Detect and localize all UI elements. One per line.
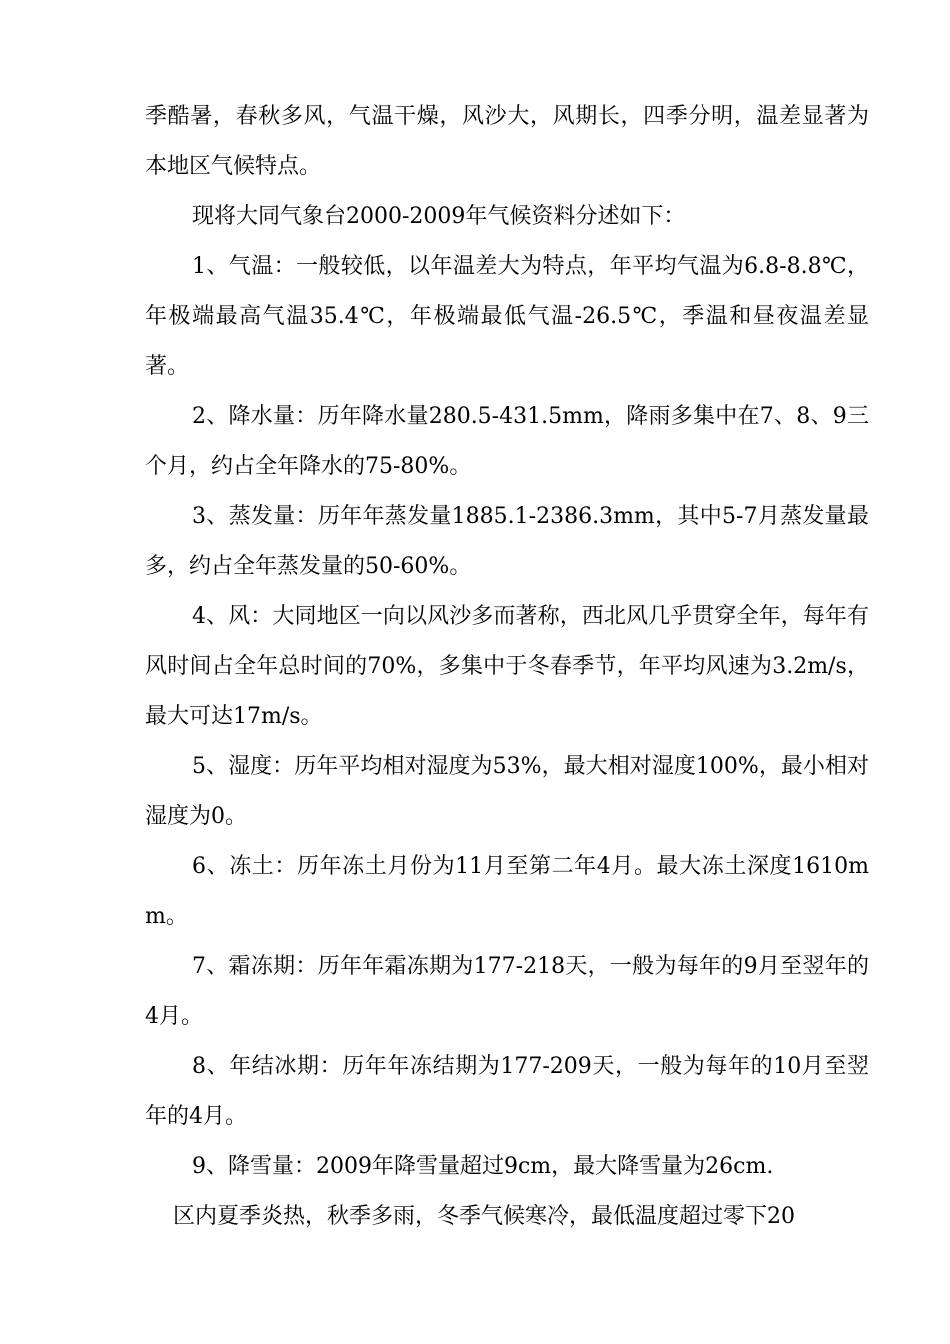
paragraph-wind: 4、风：大同地区一向以风沙多而著称，西北风几乎贯穿全年，每年有风时间占全年总时间的70%，多集中于冬春季节，年平均风速为3.2m/s，最大可达17m/s。 [145, 604, 869, 729]
paragraph-climate-summary: 季酷暑，春秋多风，气温干燥，风沙大，风期长，四季分明，温差显著为本地区气候特点。 [145, 104, 869, 179]
paragraph-intro: 现将大同气象台2000-2009年气候资料分述如下： [192, 204, 686, 229]
paragraph-seasonal-climate: 区内夏季炎热，秋季多雨，冬季气候寒冷，最低温度超过零下20 [173, 1204, 795, 1229]
paragraph-freezing-period: 8、年结冰期：历年年冻结期为177-209天，一般为每年的10月至翌年的4月。 [145, 1054, 869, 1129]
paragraph-frost-period: 7、霜冻期：历年年霜冻期为177-218天，一般为每年的9月至翌年的4月。 [145, 954, 869, 1029]
paragraph-precipitation: 2、降水量：历年降水量280.5-431.5mm，降雨多集中在7、8、9三个月，约占全年降水的75-80%。 [145, 404, 869, 479]
paragraph-evaporation: 3、蒸发量：历年年蒸发量1885.1-2386.3mm，其中5-7月蒸发量最多，约占全年蒸发量的50-60%。 [145, 504, 869, 579]
document-body [145, 92, 869, 1242]
paragraph-humidity: 5、湿度：历年平均相对湿度为53%，最大相对湿度100%，最小相对湿度为0。 [145, 754, 869, 829]
paragraph-temperature: 1、气温：一般较低，以年温差大为特点，年平均气温为6.8-8.8℃，年极端最高气温35.4℃，年极端最低气温-26.5℃，季温和昼夜温差显著。 [145, 254, 869, 379]
paragraph-frozen-soil: 6、冻土：历年冻土月份为11月至第二年4月。最大冻土深度1610mm。 [145, 854, 869, 929]
paragraph-snowfall: 9、降雪量：2009年降雪量超过9cm，最大降雪量为26cm. [192, 1154, 774, 1179]
